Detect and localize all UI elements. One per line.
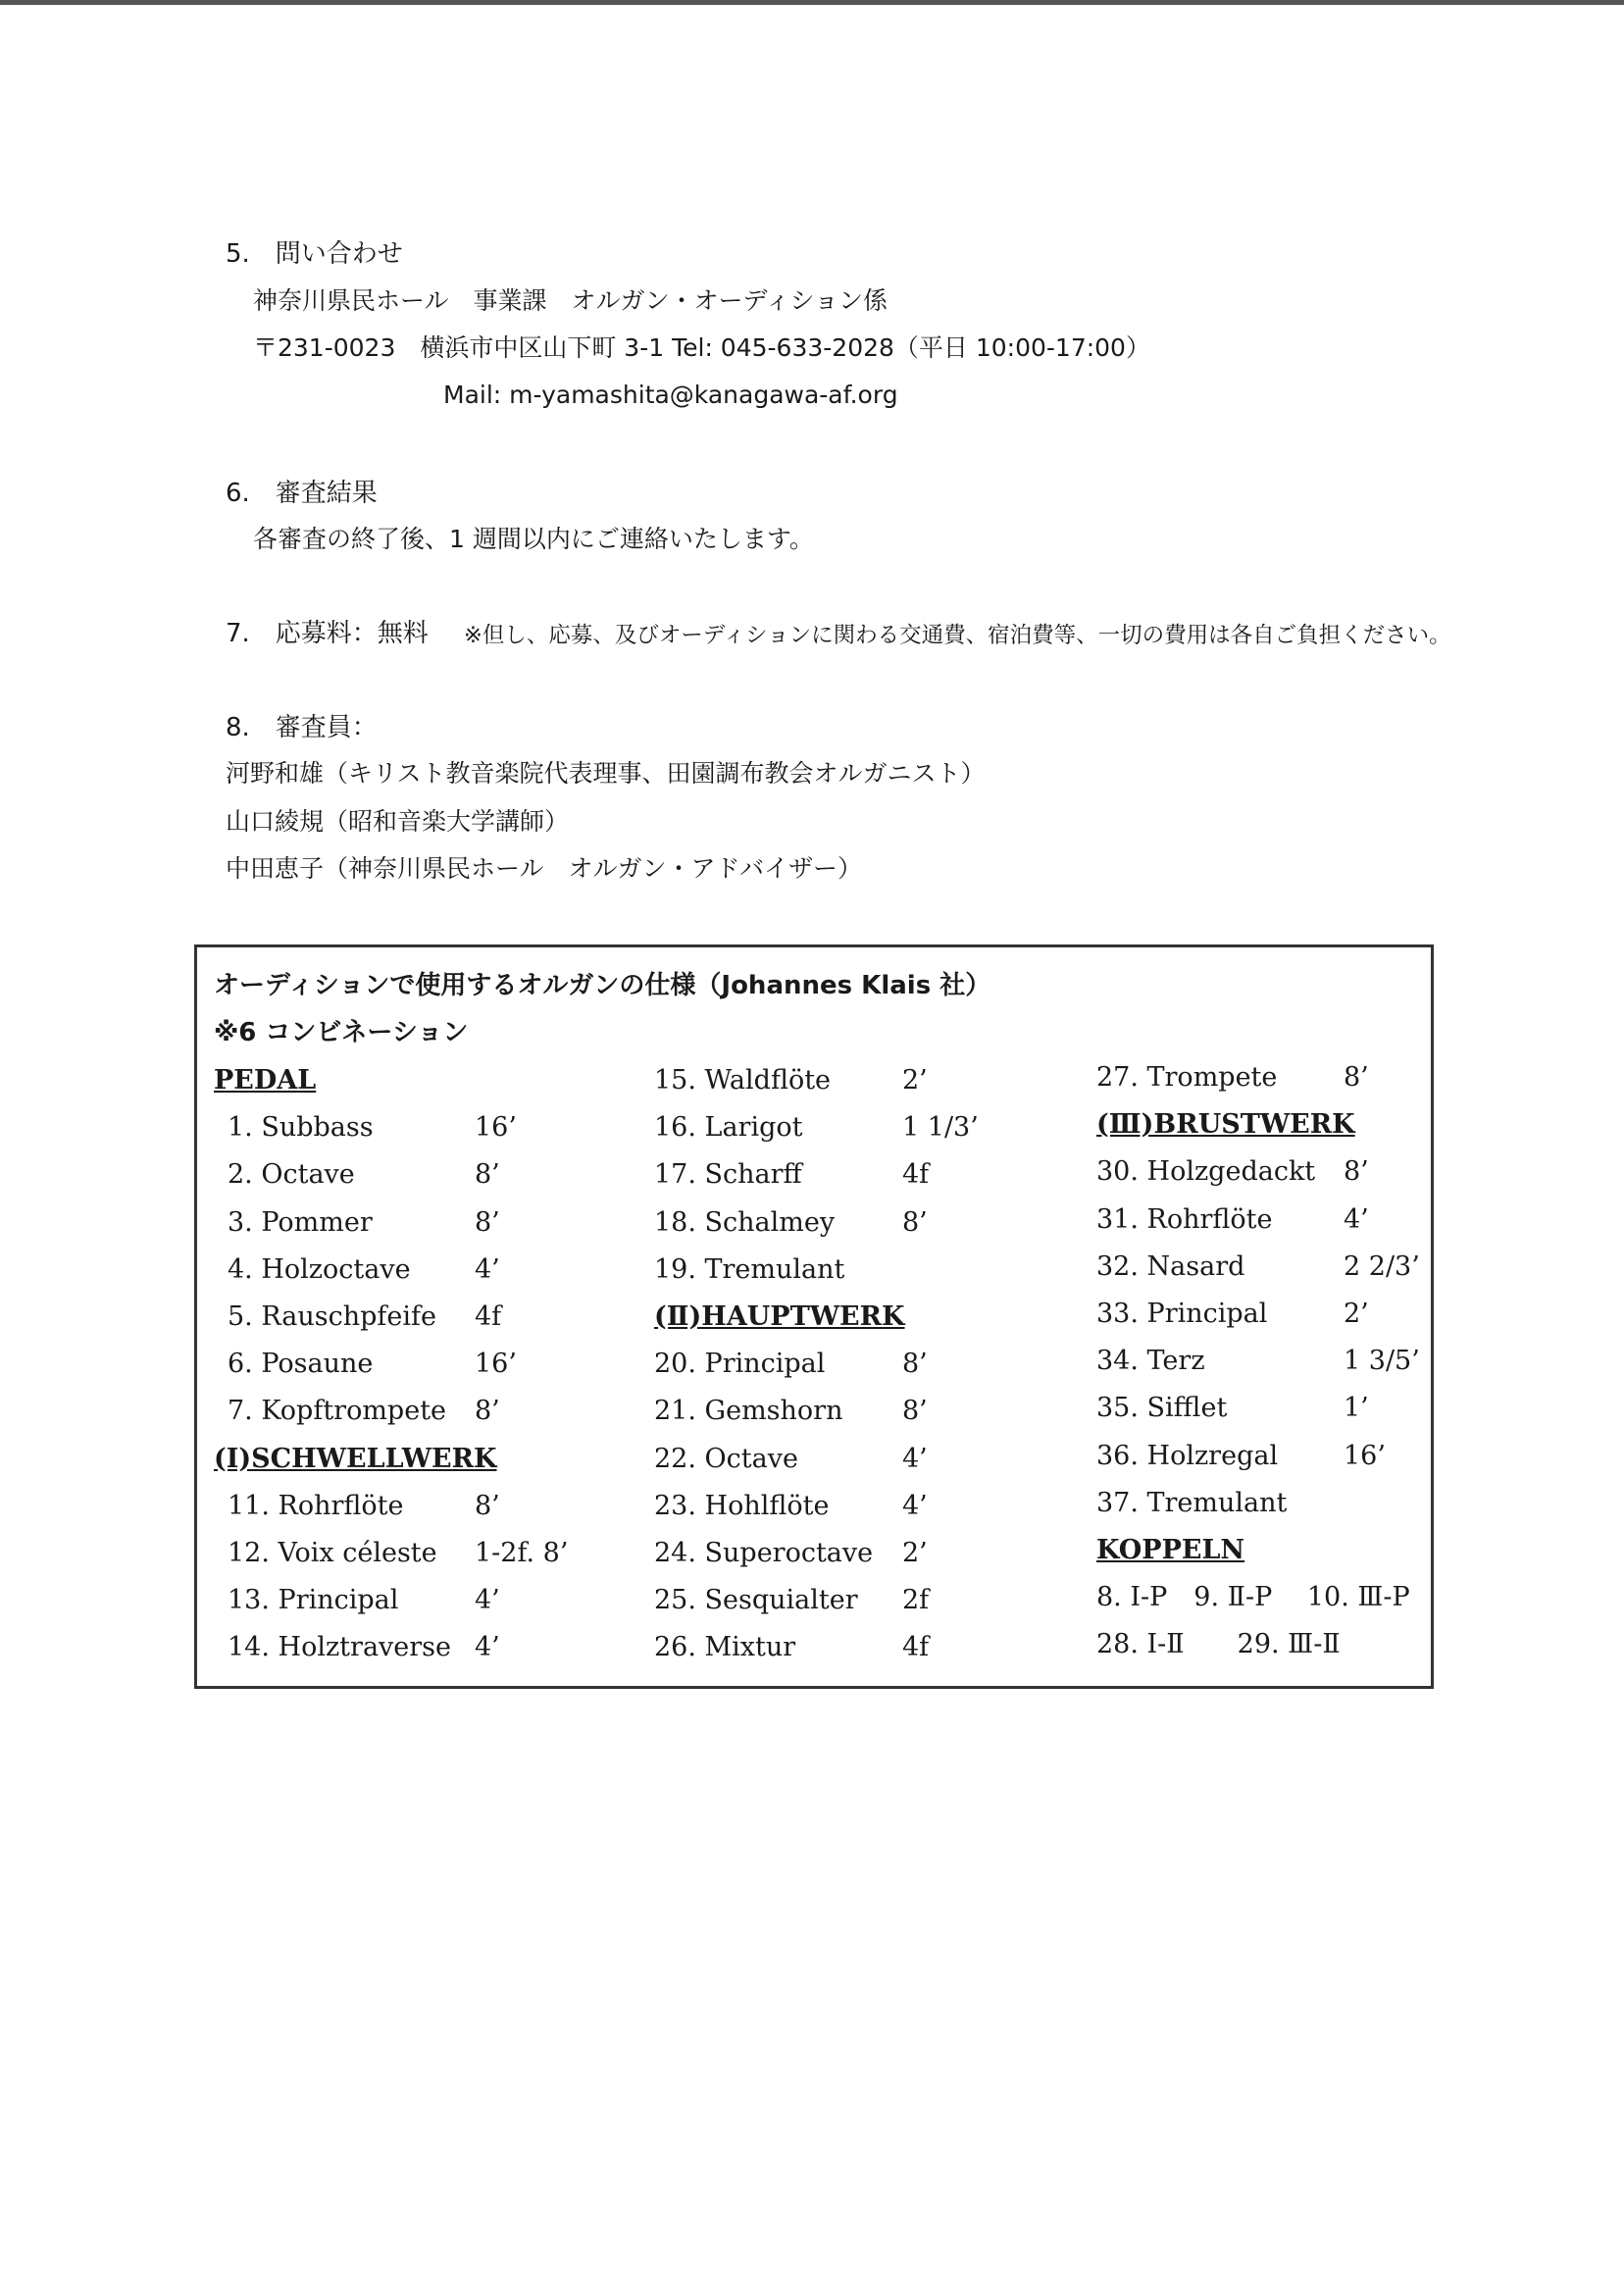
stop-name: 30. Holzgedackt	[1096, 1156, 1316, 1188]
stop-footage: 1-2f. 8’	[475, 1538, 569, 1568]
stop-name: 11. Rohrflöte	[228, 1490, 404, 1521]
fee-heading: 7. 応募料：無料	[226, 619, 429, 648]
stop-footage: 8’	[475, 1159, 500, 1191]
stop-name: 2. Octave	[228, 1159, 355, 1191]
organ-combination: ※6 コンビネーション	[214, 1018, 469, 1047]
stop-name: 24. Superoctave	[654, 1538, 874, 1568]
stop-name: 15. Waldflöte	[654, 1065, 832, 1096]
stop-footage: 4f	[902, 1632, 930, 1663]
stop-name: 7. Kopftrompete	[228, 1396, 447, 1427]
stop-footage: 4’	[475, 1585, 500, 1616]
stop-footage: 8’	[902, 1396, 928, 1427]
division-heading: (Ⅰ)SCHWELLWERK	[214, 1443, 497, 1474]
stop-name: 6. Posaune	[228, 1349, 374, 1380]
stop-name: 36. Holzregal	[1096, 1440, 1279, 1471]
stop-name: 17. Scharff	[654, 1159, 802, 1191]
stop-name: 21. Gemshorn	[654, 1396, 843, 1427]
stop-name: 5. Rauschpfeife	[228, 1301, 437, 1332]
stop-footage: 4’	[475, 1632, 500, 1663]
stop-name: 4. Holzoctave	[228, 1253, 411, 1285]
results-text: 各審査の終了後、1 週間以内にご連絡いたします。	[253, 525, 814, 553]
stop-footage: 2’	[902, 1065, 928, 1096]
coupler-line: 28. Ⅰ-Ⅱ 29. Ⅲ-Ⅱ	[1096, 1629, 1341, 1660]
stop-name: 1. Subbass	[228, 1112, 374, 1144]
stop-name: 20. Principal	[654, 1349, 826, 1380]
stop-name: 27. Trompete	[1096, 1062, 1278, 1093]
stop-footage: 8’	[475, 1396, 500, 1427]
stop-name: 22. Octave	[654, 1443, 798, 1474]
stop-footage: 2 2/3’	[1344, 1250, 1420, 1282]
stop-footage: 8’	[475, 1206, 500, 1238]
stop-name: 12. Voix céleste	[228, 1538, 437, 1568]
stop-footage: 8’	[902, 1349, 928, 1380]
stop-footage: 8’	[1344, 1062, 1369, 1093]
stop-footage: 1 3/5’	[1344, 1346, 1420, 1377]
page-top-border	[0, 0, 1624, 5]
stop-name: 26. Mixtur	[654, 1632, 796, 1663]
stop-name: 32. Nasard	[1096, 1250, 1245, 1282]
division-heading: PEDAL	[214, 1065, 317, 1096]
stop-footage: 4’	[902, 1443, 928, 1474]
stop-footage: 8’	[902, 1206, 928, 1238]
stop-name: 37. Tremulant	[1096, 1487, 1288, 1518]
stop-name: 19. Tremulant	[654, 1253, 845, 1285]
stop-name: 18. Schalmey	[654, 1206, 836, 1238]
stop-footage: 4f	[902, 1159, 930, 1191]
stop-name: 35. Sifflet	[1096, 1393, 1228, 1424]
stop-footage: 8’	[1344, 1156, 1369, 1188]
stop-footage: 4f	[475, 1301, 502, 1332]
stop-footage: 16’	[475, 1112, 517, 1144]
contact-organization: 神奈川県民ホール 事業課 オルガン・オーディション係	[253, 286, 888, 315]
stop-name: 13. Principal	[228, 1585, 399, 1616]
stop-name: 3. Pommer	[228, 1206, 373, 1238]
results-heading: 6. 審査結果	[226, 479, 378, 508]
division-heading: (Ⅱ)HAUPTWERK	[654, 1301, 905, 1332]
stop-name: 33. Principal	[1096, 1299, 1268, 1329]
organ-spec-title: オーディションで使用するオルガンの仕様（Johannes Klais 社）	[214, 971, 991, 1000]
stop-name: 14. Holztraverse	[228, 1632, 452, 1663]
stop-footage: 4’	[475, 1253, 500, 1285]
fee-note: ※但し、応募、及びオーディションに関わる交通費、宿泊費等、一切の費用は各自ご負担ください。	[464, 623, 1451, 648]
stop-name: 25. Sesquialter	[654, 1585, 858, 1616]
stop-footage: 4’	[1344, 1203, 1369, 1235]
stop-footage: 2f	[902, 1585, 930, 1616]
stop-name: 16. Larigot	[654, 1112, 803, 1144]
judge-2: 山口綾規（昭和音楽大学講師）	[226, 807, 570, 836]
contact-mail: Mail: m-yamashita@kanagawa-af.org	[443, 381, 898, 409]
judge-3: 中田恵子（神奈川県民ホール オルガン・アドバイザー）	[226, 854, 863, 883]
judge-1: 河野和雄（キリスト教音楽院代表理事、田園調布教会オルガニスト）	[226, 759, 986, 788]
stop-name: 23. Hohlflöte	[654, 1490, 830, 1521]
stop-footage: 16’	[1344, 1440, 1386, 1471]
contact-address: 〒231-0023 横浜市中区山下町 3-1 Tel: 045-633-2028（平日 10:00-17:00）	[253, 333, 1150, 362]
stop-footage: 16’	[475, 1349, 517, 1380]
stop-footage: 8’	[475, 1490, 500, 1521]
division-heading: (Ⅲ)BRUSTWERK	[1096, 1109, 1355, 1141]
contact-heading: 5. 問い合わせ	[226, 239, 403, 269]
stop-footage: 2’	[1344, 1299, 1369, 1329]
stop-footage: 1 1/3’	[902, 1112, 979, 1144]
stop-name: 31. Rohrflöte	[1096, 1203, 1273, 1235]
stop-name: 34. Terz	[1096, 1346, 1205, 1377]
coupler-line: 8. Ⅰ-P 9. Ⅱ-P 10. Ⅲ-P	[1096, 1582, 1410, 1613]
division-heading: KOPPELN	[1096, 1535, 1245, 1565]
stop-footage: 4’	[902, 1490, 928, 1521]
stop-footage: 1’	[1344, 1393, 1369, 1424]
judges-heading: 8. 審査員：	[226, 713, 378, 742]
stop-footage: 2’	[902, 1538, 928, 1568]
